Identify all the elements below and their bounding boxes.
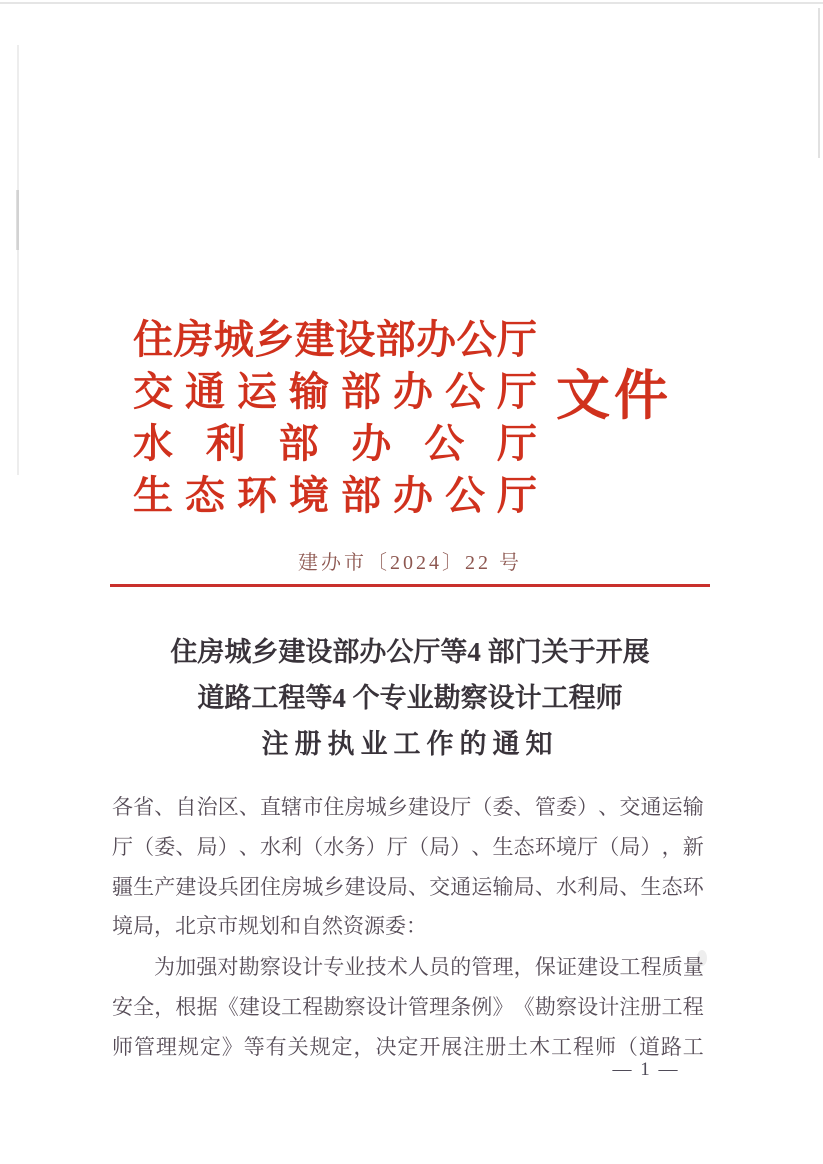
letterhead-agency-block <box>133 310 537 518</box>
body-line: 厅 （ 委 、 局 ） 、 水 利 （ 水 务 ） 厅 （ 局 ） 、 生 态 环 境 厅 （ 局 ） ， 新 <box>112 835 704 859</box>
scan-artifact-top-edge <box>0 2 823 4</box>
letterhead-agency-line: 住 房 城 乡 建 设 部 办 公 厅 <box>133 316 537 362</box>
body-line: 师 管 理 规 定 》 等 有 关 规 定 ， 决 定 开 展 注 册 土 木 工 程 师 （ 道 路 工 <box>112 1035 704 1059</box>
letterhead-agency-line: 生 态 环 境 部 办 公 厅 <box>133 472 537 518</box>
letterhead-agency-line: 水 利 部 办 公 厅 <box>133 420 537 466</box>
body-line: 境局，北京市规划和自然资源委： <box>112 914 427 938</box>
document-title <box>110 629 710 767</box>
letterhead-red-rule <box>110 584 710 587</box>
scan-artifact-left-streak <box>17 45 19 475</box>
document-title-line: 注册执业工作的通知 <box>261 729 559 759</box>
body-line: 各 省 、 自 治 区 、 直 辖 市 住 房 城 乡 建 设 厅 （ 委 、 管 委 ） 、 交 通 运 输 <box>112 795 704 819</box>
body-line: 安 全 ， 根 据 《 建 设 工 程 勘 察 设 计 管 理 条 例 》 《 勘 察 设 计 注 册 工 程 <box>112 995 704 1019</box>
body-line: 为 加 强 对 勘 察 设 计 专 业 技 术 人 员 的 管 理 ， 保 证 建 设 工 程 质 量 <box>154 955 704 979</box>
document-body <box>112 786 704 1066</box>
scan-artifact-left-streak-dark <box>16 190 19 250</box>
body-line: 疆 生 产 建 设 兵 团 住 房 城 乡 建 设 局 、 交 通 运 输 局 、 水 利 局 、 生 态 环 <box>112 875 704 899</box>
document-reference-number: 建办市〔2024〕22 号 <box>298 552 522 574</box>
letterhead-document-word: 文件 <box>556 366 672 426</box>
document-title-line: 道路工程等4 个专业勘察设计工程师 <box>197 683 623 713</box>
document-title-line: 住房城乡建设部办公厅等4 部门关于开展 <box>170 637 650 667</box>
letterhead-agency-line: 交 通 运 输 部 办 公 厅 <box>133 368 537 414</box>
page-number: — 1 — <box>612 1059 680 1080</box>
scan-artifact-right-edge <box>818 8 820 158</box>
